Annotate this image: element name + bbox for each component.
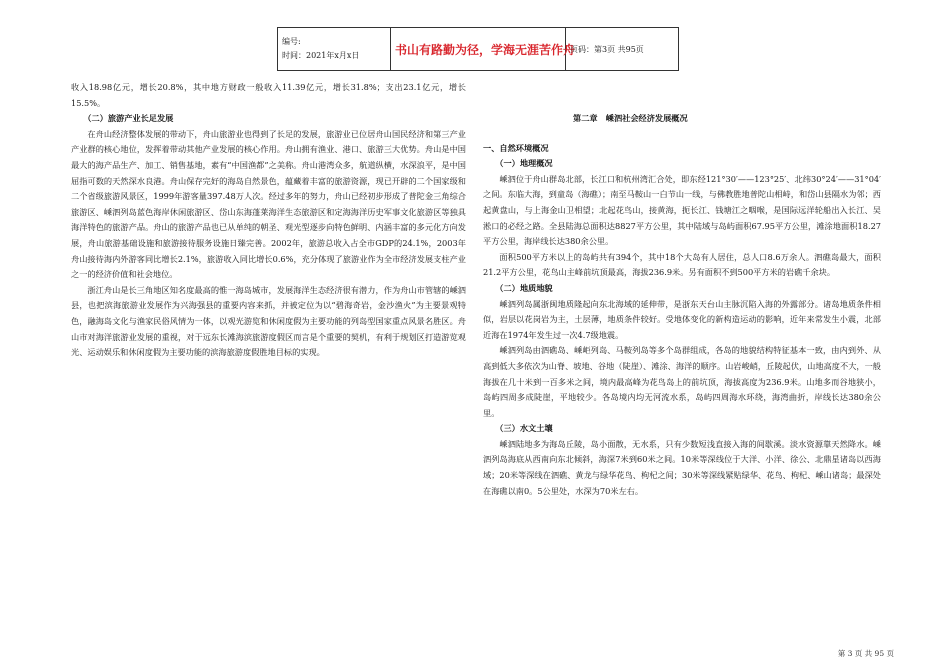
paragraph-shengsi-tourism: 浙江舟山是长三角地区知名度最高的惟一海岛城市，发展海洋生态经济很有潜力，作为舟山市管辖的嵊泗县，也把滨海旅游业发展作为兴海强县的重要内容来抓，并被定位为以“碧海奇岩，金沙渔火”为主要景观特色，融海岛文化与渔家民俗风情为一体，以观光游览和休闲度假为主要功能的列岛型国家重点风景名胜区。舟山市对海洋旅游业发展的重视，对于远东长滩海滨旅游度假区而言是个重要的契机，有利于规划区打造游览观光、运动娱乐和休闲度假为主要功能的滨海旅游度假胜地目标的实现。: [71, 284, 466, 358]
paragraph-geology: 嵊泗列岛属浙闽地质隆起向东北海域的延伸带，是浙东天台山主脉沉陷入海的外露部分。诸岛地质条件相似，岩层以花岗岩为主，土层薄，地质条件较好。受地体变化的新构造运动的影响，近年来常发生小震，北部近海在1974年发生过一次4.7级地震。: [483, 298, 881, 340]
left-column: [71, 80, 466, 361]
heading-natural-environment: 一、自然环境概况: [483, 142, 549, 153]
paragraph-location: 嵊泗位于舟山群岛北部，长江口和杭州湾汇合处，即东经121°30′——123°25′、北纬30°24′——31°04′之间。东临大海，到童岛（海礁）；南至马鞍山一白节山一线，与佛教胜地普陀山相峙，和岱山县隔水为邻；西起黄盘山，与上海金山卫相望；北起花鸟山，接黄海，扼长江、钱塘江之咽喉，是国际远洋轮船出入长江、吴淞口的必经之路。全县陆海总面积达8827平方公里，其中陆域与岛屿面积67.95平方公里，滩涂地面积18.27平方公里，海岸线长达380余公里。: [483, 173, 881, 247]
header-time-label: 时间：2021年x月x日: [282, 51, 360, 60]
paragraph-tourism-development: 在舟山经济整体发展的带动下，舟山旅游业也得到了长足的发展，旅游业已位居舟山国民经济和第三产业产业群的核心地位，发挥着带动其他产业发展的核心作用。舟山拥有渔业、港口、旅游三大优势。舟山是中国最大的海产品生产、加工、销售基地，素有“中国渔都”之美称。舟山港湾众多，航道纵横，水深浪平，是中国屈指可数的天然深水良港。舟山保存完好的海岛自然景色，蕴藏着丰富的旅游资源，现已开辟的二个国家级和二个省级旅游风景区，1999年游客量397.48万人次。经过多年的努力，舟山已经初步形成了普陀金三角综合旅游区、嵊泗列岛蓝色海岸休闲旅游区、岱山东海蓬莱海洋生态旅游区和定海海洋历史军事文化旅游区等独具海洋特色的旅游产品。舟山的旅游产品也已从单纯的朝圣、观光型逐步向特色鲜明、内涵丰富的多元化方向发展，舟山旅游基础设施和旅游接待服务设施日臻完善。2002年，旅游总收入占全市GDP的24.1%，2003年舟山接待海内外游客同比增长2.1%，旅游收入同比增长0.6%，充分体现了旅游业作为全市经济发展支柱产业之一的经济价值和社会地位。: [71, 128, 466, 280]
header-meta: [278, 28, 391, 71]
spacer: [483, 127, 881, 141]
header-page-label: 页码：第3页 共95页: [566, 28, 679, 71]
heading-tourism: （二）旅游产业长足发展: [83, 113, 174, 124]
paragraph-terrain: 嵊泗列岛由泗礁岛、嵊岠列岛、马鞍列岛等多个岛群组成，各岛的地貌结构特征基本一致，由内到外、从高到低大多依次为山脊、坡地、谷地（陡崖）、滩涂、海洋的顺序。山岩峻峭，丘陵起伏，山地高度不大，一般海拔在几十米到一百多米之间，境内最高峰为花鸟岛上的前坑顶，海拔高度为236.9米。山地多而谷地狭小，岛屿四周多成陡崖，平地较少。各岛境内均无河流水系，岛屿四周海水环绕，海湾曲折，岸线长达380余公里。: [483, 345, 881, 418]
spacer: [483, 80, 881, 111]
right-column: [483, 80, 881, 499]
paragraph-water: 嵊泗陆地多为海岛丘陵，岛小面散，无水系，只有少数短浅直接入海的间歇溪。淡水资源靠天然降水。嵊泗列岛海底从西南向东北倾斜，海深7米到60米之间。10米等深线位于大洋、小洋、徐公、北鼎星诸岛以西海域；20米等深线在泗礁、黄龙与绿华花鸟、枸杞之间；30米等深线紧贴绿华、花鸟、枸杞、嵊山诸岛；最深处在海礁以南0。5公里处，水深为70米左右。: [483, 438, 881, 496]
heading-landform: （二）地质地貌: [495, 282, 553, 293]
heading-geography: （一）地理概况: [495, 158, 553, 169]
page-header: [277, 27, 679, 71]
paragraph-fiscal: 收入18.98亿元，增长20.8%，其中地方财政一般收入11.39亿元，增长31.8%；支出23.1亿元，增长15.5%。: [71, 82, 466, 108]
footer-page-number: 第 3 页 共 95 页: [837, 649, 894, 658]
chapter-title: 第二章 嵊泗社会经济发展概况: [573, 113, 688, 123]
header-motto: 书山有路勤为径，学海无涯苦作舟: [391, 28, 566, 71]
header-number-label: 编号:: [282, 37, 301, 46]
heading-hydrology: （三）水文土壤: [495, 423, 553, 434]
paragraph-islands: 面积500平方米以上的岛屿共有394个，其中18个大岛有人居住，总人口8.6万余人。泗礁岛最大，面积21.2平方公里，花鸟山主峰前坑顶最高，海拔236.9米。另有面积不到500平方米的岩礁千余块。: [483, 251, 881, 278]
